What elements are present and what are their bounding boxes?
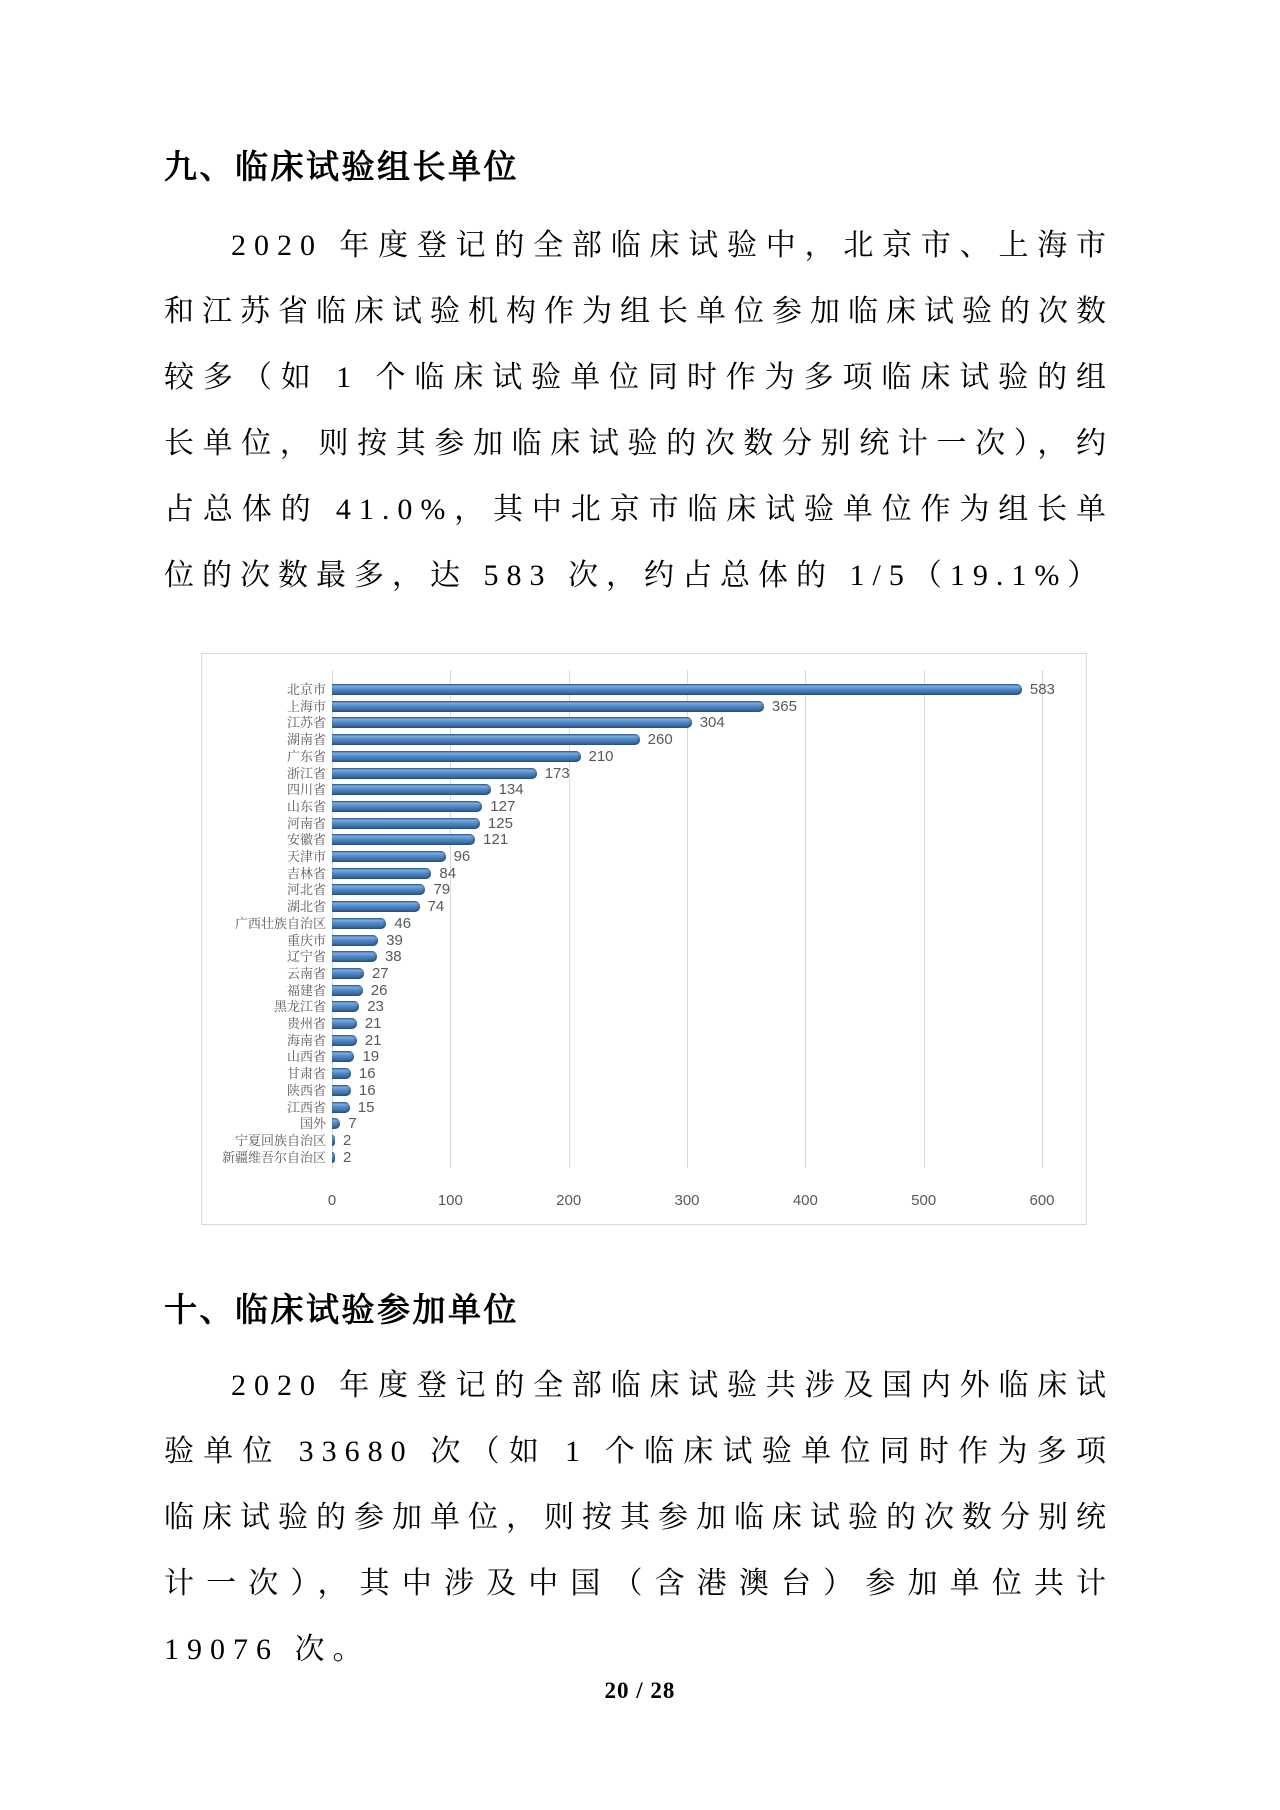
section9-heading: 九、临床试验组长单位 <box>164 148 519 185</box>
chart-x-tick-label: 600 <box>1029 1192 1055 1209</box>
chart-bar-value: 84 <box>439 864 457 882</box>
chart-bar-value: 21 <box>364 1015 382 1032</box>
chart-bar <box>332 1051 354 1062</box>
section10-paragraph: 2020 年度登记的全部临床试验共涉及国内外临床试验单位 33680 次（如 1 个临床试验单位同时作为多项临床试验的参加单位，则按其参加临床试验的次数分别统计一次），其中涉及中国（含港澳台）参加单位共计 19076 次。 <box>164 1369 1114 1666</box>
chart-bar-value: 121 <box>483 831 509 849</box>
chart-category-label: 广西壮族自治区 <box>234 915 326 931</box>
chart-x-tick-label: 200 <box>556 1192 582 1209</box>
chart-category-label: 宁夏回族自治区 <box>234 1132 326 1148</box>
chart-bar <box>332 1018 357 1029</box>
chart-category-label: 天津市 <box>286 849 326 864</box>
chart-bar-value: 74 <box>427 898 445 916</box>
page-number: 20 / 28 <box>604 1678 676 1703</box>
chart-bar-value: 39 <box>386 931 403 949</box>
chart-bar <box>332 1001 359 1012</box>
chart-bar <box>332 868 431 879</box>
chart-bar-value: 27 <box>371 964 389 982</box>
chart-bar-value: 125 <box>487 814 513 832</box>
chart-category-label: 上海市 <box>286 698 326 714</box>
chart-category-label: 广东省 <box>286 748 326 764</box>
chart-bar-value: 15 <box>357 1098 375 1116</box>
chart-bar-value: 96 <box>453 848 471 865</box>
chart-bar-value: 173 <box>544 764 570 782</box>
chart-bar-value: 19 <box>362 1048 380 1066</box>
chart-bar <box>332 818 480 829</box>
chart-category-label: 浙江省 <box>286 765 326 781</box>
chart-category-label: 福建省 <box>286 982 326 998</box>
chart-bar-value: 365 <box>771 697 797 715</box>
chart-x-tick-label: 100 <box>437 1192 463 1209</box>
chart-category-label: 国外 <box>299 1116 326 1132</box>
chart-category-label: 河南省 <box>286 815 326 831</box>
chart-category-label: 江西省 <box>286 1099 326 1115</box>
chart-bar <box>332 901 420 912</box>
chart-gridline <box>805 670 806 1168</box>
section10-heading: 十、临床试验参加单位 <box>164 1291 519 1328</box>
section9-paragraph: 2020 年度登记的全部临床试验中，北京市、上海市和江苏省临床试验机构作为组长单位参加临床试验的次数较多（如 1 个临床试验单位同时作为多项临床试验的组长单位，则按其参加临床试验的次数分别统计一次），约占总体的 41.0%，其中北京市临床试验单位作为组长单位的次数最多，达 583 次，约占总体的 1/5（19.1%） <box>164 229 1114 592</box>
chart-category-label: 江苏省 <box>286 715 326 731</box>
chart-bar-value: 26 <box>370 981 388 999</box>
chart-category-label: 贵州省 <box>286 1016 326 1031</box>
chart-bar-value: 127 <box>490 797 516 815</box>
chart-bar-value: 260 <box>647 731 673 749</box>
chart-bar <box>332 1152 335 1163</box>
chart-category-label: 云南省 <box>286 965 326 981</box>
chart-gridline <box>687 670 688 1168</box>
chart-bar <box>332 1135 335 1146</box>
chart-bar-value: 583 <box>1029 681 1055 698</box>
chart-x-tick-label: 400 <box>792 1192 818 1209</box>
leader-units-bar-chart <box>201 653 1087 1225</box>
chart-bar-value: 23 <box>367 998 384 1016</box>
chart-bar <box>332 684 1022 695</box>
chart-category-label: 甘肃省 <box>286 1066 326 1082</box>
chart-category-label: 辽宁省 <box>286 949 326 965</box>
chart-bar <box>332 834 475 845</box>
chart-bar <box>332 884 425 895</box>
chart-gridline <box>1042 670 1043 1168</box>
chart-bar <box>332 717 692 728</box>
chart-bar <box>332 968 364 979</box>
chart-bar <box>332 1068 351 1079</box>
chart-category-label: 北京市 <box>286 682 326 697</box>
chart-bar <box>332 1118 340 1129</box>
chart-bar <box>332 935 378 946</box>
chart-bar-value: 16 <box>358 1081 376 1099</box>
chart-category-label: 四川省 <box>286 782 326 798</box>
chart-bar <box>332 985 363 996</box>
chart-category-label: 湖南省 <box>286 732 326 748</box>
chart-bar-value: 134 <box>498 781 524 799</box>
chart-bar <box>332 951 377 962</box>
chart-bar-value: 2 <box>343 1148 352 1166</box>
chart-bar <box>332 801 482 812</box>
chart-category-label: 重庆市 <box>286 932 326 948</box>
chart-category-label: 湖北省 <box>286 899 326 915</box>
chart-category-label: 山东省 <box>286 798 326 814</box>
chart-gridline <box>924 670 925 1168</box>
chart-category-label: 安徽省 <box>286 832 326 848</box>
chart-bar-value: 2 <box>343 1131 352 1149</box>
chart-x-tick-label: 300 <box>674 1192 700 1209</box>
chart-bar <box>332 1085 351 1096</box>
chart-category-label: 黑龙江省 <box>273 999 326 1015</box>
chart-category-label: 河北省 <box>286 882 326 898</box>
chart-bar-value: 21 <box>364 1031 382 1049</box>
chart-bar <box>332 1035 357 1046</box>
chart-bar <box>332 851 446 862</box>
chart-x-tick-label: 0 <box>327 1192 337 1209</box>
chart-bar-value: 16 <box>358 1065 376 1083</box>
chart-bar-value: 304 <box>699 714 725 732</box>
chart-bar <box>332 1102 350 1113</box>
chart-bar-value: 7 <box>348 1115 357 1133</box>
chart-bar <box>332 734 640 745</box>
chart-bar-value: 38 <box>384 948 402 966</box>
chart-bar <box>332 701 764 712</box>
chart-bar <box>332 918 386 929</box>
chart-bar-value: 46 <box>394 914 412 932</box>
chart-x-tick-label: 500 <box>911 1192 937 1209</box>
chart-category-label: 吉林省 <box>286 865 326 881</box>
chart-bar <box>332 768 537 779</box>
chart-category-label: 山西省 <box>286 1049 326 1065</box>
chart-bar-value: 210 <box>588 747 614 765</box>
chart-bar <box>332 784 491 795</box>
chart-bar-value: 79 <box>433 881 451 899</box>
chart-category-label: 陕西省 <box>286 1082 326 1098</box>
chart-category-label: 海南省 <box>286 1032 326 1048</box>
chart-bar <box>332 751 581 762</box>
chart-category-label: 新疆维吾尔自治区 <box>221 1149 326 1165</box>
